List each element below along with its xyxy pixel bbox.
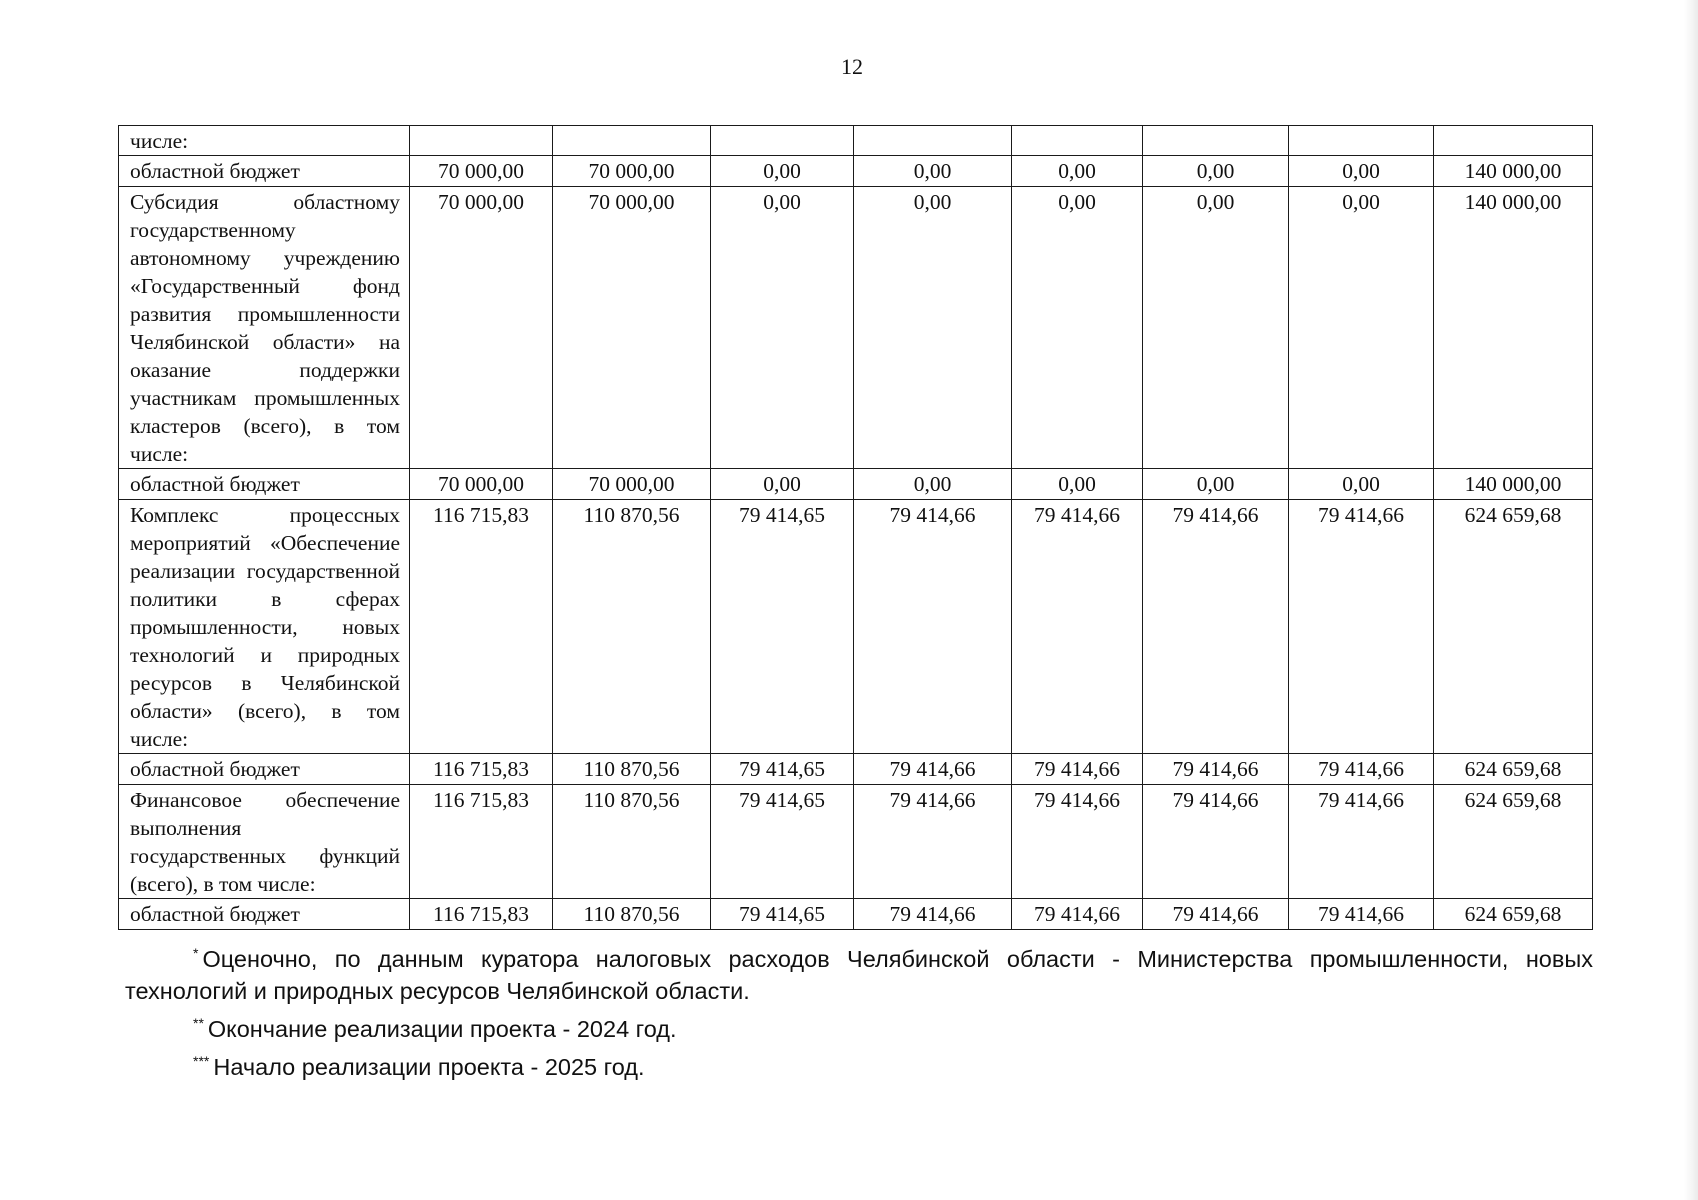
value-cell: [711, 126, 854, 156]
row-label: Субсидия областному государственному автономному учреждению «Государственный фонд развития промышленности Челябинской области» на оказание поддержки участникам промышленных кластеров (всего), в том числе:: [119, 187, 410, 469]
value-cell: 116 715,83: [410, 785, 553, 899]
value-cell: 79 414,66: [854, 500, 1012, 754]
page-number: [0, 54, 1698, 80]
value-cell: 79 414,65: [711, 754, 854, 785]
value-cell: 140 000,00: [1434, 156, 1593, 187]
table-row: [119, 469, 1593, 500]
value-cell: 110 870,56: [553, 500, 711, 754]
scan-edge-shadow: [1684, 0, 1698, 1200]
value-cell: [1434, 126, 1593, 156]
value-cell: 0,00: [1143, 156, 1289, 187]
row-label: областной бюджет: [119, 899, 410, 930]
row-label: областной бюджет: [119, 156, 410, 187]
value-cell: 79 414,66: [854, 785, 1012, 899]
value-cell: 116 715,83: [410, 754, 553, 785]
table-row: [119, 156, 1593, 187]
value-cell: [553, 126, 711, 156]
value-cell: 116 715,83: [410, 500, 553, 754]
value-cell: 79 414,66: [1012, 899, 1143, 930]
value-cell: 140 000,00: [1434, 469, 1593, 500]
value-cell: 110 870,56: [553, 899, 711, 930]
table-row: [119, 785, 1593, 899]
footnote-mark: **: [193, 1015, 204, 1031]
value-cell: 140 000,00: [1434, 187, 1593, 469]
table-row: [119, 126, 1593, 156]
value-cell: 70 000,00: [553, 469, 711, 500]
value-cell: 0,00: [711, 156, 854, 187]
footnotes: [125, 937, 1593, 1083]
value-cell: 0,00: [854, 156, 1012, 187]
footnote-project-end: [125, 1007, 1593, 1045]
value-cell: 624 659,68: [1434, 899, 1593, 930]
value-cell: 0,00: [1289, 156, 1434, 187]
value-cell: 70 000,00: [553, 156, 711, 187]
budget-table: [118, 125, 1593, 930]
value-cell: 79 414,66: [1012, 785, 1143, 899]
value-cell: 79 414,66: [1143, 785, 1289, 899]
footnote-estimate: [125, 937, 1593, 1007]
budget-table-body: [119, 126, 1593, 930]
value-cell: 0,00: [854, 469, 1012, 500]
value-cell: 79 414,66: [1012, 754, 1143, 785]
value-cell: 79 414,66: [1012, 500, 1143, 754]
table-row: [119, 754, 1593, 785]
value-cell: 70 000,00: [553, 187, 711, 469]
table-row: [119, 899, 1593, 930]
value-cell: 624 659,68: [1434, 785, 1593, 899]
value-cell: [854, 126, 1012, 156]
row-label: Комплекс процессных мероприятий «Обеспечение реализации государственной политики в сферах промышленности, новых технологий и природных ресурсов в Челябинской области» (всего), в том числе:: [119, 500, 410, 754]
footnote-text: Оценочно, по данным куратора налоговых расходов Челябинской области - Министерства промышленности, новых технологий и природных ресурсов Челябинской области.: [125, 946, 1593, 1004]
value-cell: [410, 126, 553, 156]
value-cell: 0,00: [1012, 187, 1143, 469]
value-cell: 79 414,66: [1289, 754, 1434, 785]
value-cell: 0,00: [1143, 187, 1289, 469]
value-cell: 79 414,66: [854, 899, 1012, 930]
row-label: Финансовое обеспечение выполнения государственных функций (всего), в том числе:: [119, 785, 410, 899]
value-cell: 79 414,66: [1143, 500, 1289, 754]
footnote-project-start: [125, 1045, 1593, 1083]
value-cell: 79 414,65: [711, 500, 854, 754]
value-cell: 79 414,66: [1143, 899, 1289, 930]
value-cell: [1289, 126, 1434, 156]
table-row: [119, 500, 1593, 754]
value-cell: 0,00: [1012, 469, 1143, 500]
value-cell: 0,00: [711, 187, 854, 469]
value-cell: 79 414,66: [854, 754, 1012, 785]
value-cell: 79 414,66: [1289, 500, 1434, 754]
value-cell: 0,00: [1012, 156, 1143, 187]
footnote-mark: ***: [193, 1053, 210, 1069]
value-cell: 110 870,56: [553, 754, 711, 785]
page-number-text: 12: [841, 54, 863, 79]
value-cell: 79 414,65: [711, 785, 854, 899]
value-cell: 0,00: [854, 187, 1012, 469]
row-label: областной бюджет: [119, 754, 410, 785]
value-cell: [1012, 126, 1143, 156]
value-cell: 624 659,68: [1434, 500, 1593, 754]
value-cell: 79 414,66: [1289, 785, 1434, 899]
value-cell: 79 414,65: [711, 899, 854, 930]
value-cell: 0,00: [711, 469, 854, 500]
value-cell: 624 659,68: [1434, 754, 1593, 785]
value-cell: 79 414,66: [1143, 754, 1289, 785]
row-label: числе:: [119, 126, 410, 156]
value-cell: 0,00: [1143, 469, 1289, 500]
footnote-text: Начало реализации проекта - 2025 год.: [213, 1054, 645, 1080]
value-cell: 110 870,56: [553, 785, 711, 899]
value-cell: 0,00: [1289, 469, 1434, 500]
value-cell: 70 000,00: [410, 156, 553, 187]
value-cell: 70 000,00: [410, 469, 553, 500]
table-row: [119, 187, 1593, 469]
row-label: областной бюджет: [119, 469, 410, 500]
value-cell: 79 414,66: [1289, 899, 1434, 930]
value-cell: 0,00: [1289, 187, 1434, 469]
footnote-text: Окончание реализации проекта - 2024 год.: [207, 1016, 677, 1042]
footnote-mark: *: [193, 945, 199, 961]
value-cell: [1143, 126, 1289, 156]
value-cell: 116 715,83: [410, 899, 553, 930]
value-cell: 70 000,00: [410, 187, 553, 469]
